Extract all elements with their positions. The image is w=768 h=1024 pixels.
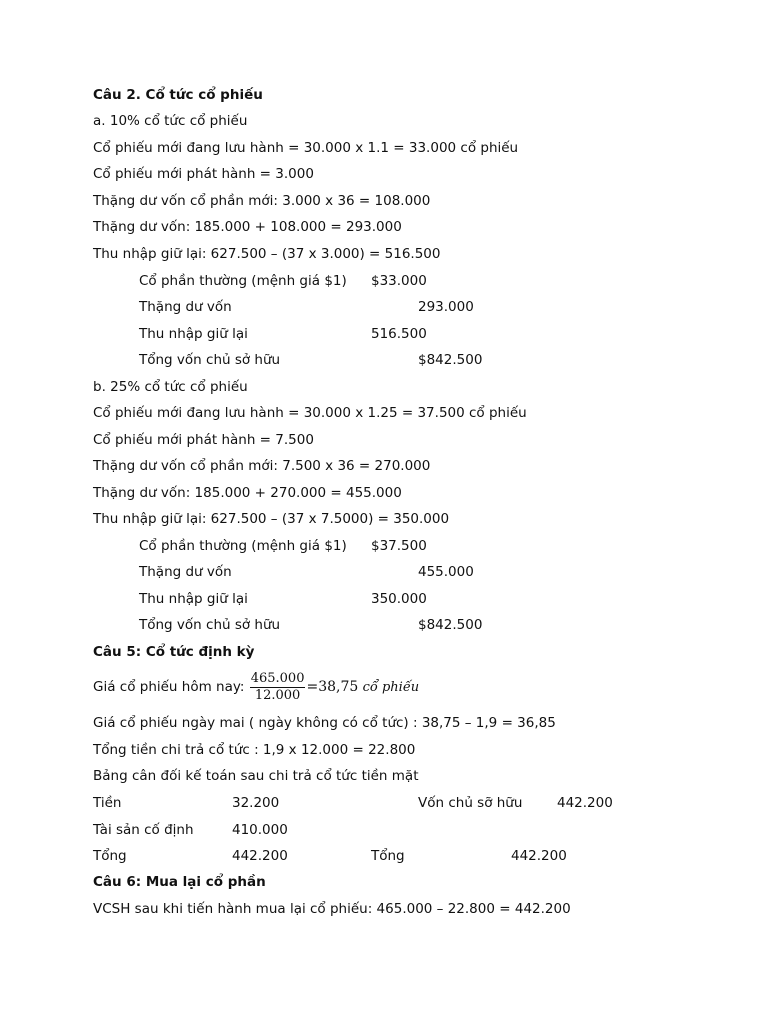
q2a-line: Cổ phiếu mới phát hành = 3.000	[93, 166, 314, 182]
q2a-table-value: $842.500	[418, 352, 483, 368]
q2b-line: Cổ phiếu mới phát hành = 7.500	[93, 432, 314, 448]
q5-heading: Câu 5: Cổ tức định kỳ	[93, 644, 255, 660]
q2b-line: Thu nhập giữ lại: 627.500 – (37 x 7.5000) = 350.000	[93, 511, 450, 527]
balance-cell: 32.200	[232, 795, 280, 811]
q2b-table-label: Tổng vốn chủ sở hữu	[139, 617, 281, 633]
balance-cell: Tài sản cố định	[93, 822, 194, 838]
price-fraction	[250, 671, 306, 704]
q2b-table-label: Thu nhập giữ lại	[139, 591, 248, 607]
fraction-result: =38,75	[306, 679, 359, 695]
price-today-label: Giá cổ phiếu hôm nay:	[93, 679, 245, 695]
balance-cell: 442.200	[511, 848, 567, 864]
q2b-title: b. 25% cổ tức cổ phiếu	[93, 379, 248, 395]
q2b-table-label: Cổ phần thường (mệnh giá $1)	[139, 538, 347, 554]
fraction-unit: cổ phiếu	[362, 680, 420, 695]
q2a-table-value: $33.000	[371, 273, 427, 289]
q2a-line: Thặng dư vốn cổ phần mới: 3.000 x 36 = 108.000	[93, 193, 431, 209]
q2b-table-label: Thặng dư vốn	[139, 564, 232, 580]
balance-cell: Tổng	[371, 848, 405, 864]
q2b-line: Thặng dư vốn: 185.000 + 270.000 = 455.000	[93, 485, 402, 501]
q2b-table-value: $37.500	[371, 538, 427, 554]
q2a-line: Cổ phiếu mới đang lưu hành = 30.000 x 1.1 = 33.000 cổ phiếu	[93, 140, 519, 156]
balance-cell: Vốn chủ sỡ hữu	[418, 795, 523, 811]
q2a-line: Thặng dư vốn: 185.000 + 108.000 = 293.000	[93, 219, 402, 235]
q2a-line: Thu nhập giữ lại: 627.500 – (37 x 3.000) = 516.500	[93, 246, 441, 262]
balance-cell: Tiền	[93, 795, 122, 811]
q2a-table-value: 293.000	[418, 299, 474, 315]
fraction-numerator: 465.000	[250, 670, 305, 686]
q2b-line: Thặng dư vốn cổ phần mới: 7.500 x 36 = 270.000	[93, 458, 431, 474]
q2b-table-value: 350.000	[371, 591, 427, 607]
q5-line: Tổng tiền chi trả cổ tức : 1,9 x 12.000 = 22.800	[93, 742, 416, 758]
q2a-table-label: Cổ phần thường (mệnh giá $1)	[139, 273, 347, 289]
q2b-table-value: $842.500	[418, 617, 483, 633]
q5-line: Bảng cân đối kế toán sau chi trả cổ tức tiền mặt	[93, 768, 419, 784]
balance-cell: 442.200	[232, 848, 288, 864]
q2a-title: a. 10% cổ tức cổ phiếu	[93, 113, 248, 129]
balance-cell: 410.000	[232, 822, 288, 838]
q6-line: VCSH sau khi tiến hành mua lại cổ phiếu: 465.000 – 22.800 = 442.200	[93, 901, 571, 917]
balance-cell: Tổng	[93, 848, 127, 864]
q2-heading: Câu 2. Cổ tức cổ phiếu	[93, 87, 263, 103]
q5-price-today	[93, 670, 419, 705]
q2a-table-value: 516.500	[371, 326, 427, 342]
q2b-line: Cổ phiếu mới đang lưu hành = 30.000 x 1.25 = 37.500 cổ phiếu	[93, 405, 527, 421]
balance-cell: 442.200	[557, 795, 613, 811]
q2a-table-label: Tổng vốn chủ sở hữu	[139, 352, 281, 368]
q2a-table-label: Thặng dư vốn	[139, 299, 232, 315]
fraction-denominator: 12.000	[254, 687, 301, 703]
q6-heading: Câu 6: Mua lại cổ phần	[93, 874, 266, 890]
q5-line: Giá cổ phiếu ngày mai ( ngày không có cổ tức) : 38,75 – 1,9 = 36,85	[93, 715, 556, 731]
q2b-table-value: 455.000	[418, 564, 474, 580]
q2a-table-label: Thu nhập giữ lại	[139, 326, 248, 342]
